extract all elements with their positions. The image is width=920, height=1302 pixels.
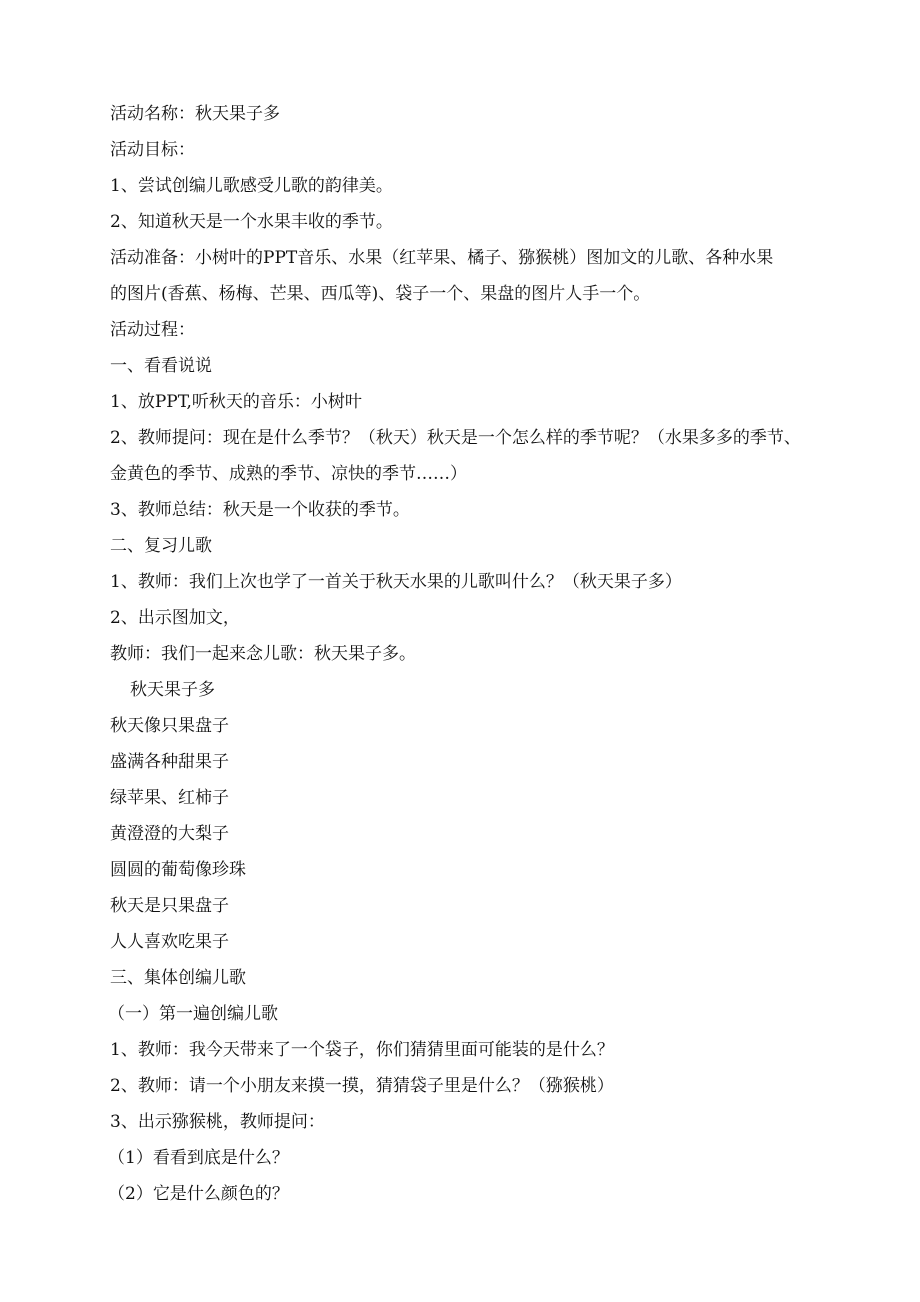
activity-process-heading: 活动过程： [110,320,195,340]
section-heading-1: 一、看看说说 [110,356,212,376]
step-item: 2、教师提问：现在是什么季节？（秋天）秋天是一个怎么样的季节呢？（水果多多的季节、 [110,428,801,448]
step-item: 教师：我们一起来念儿歌：秋天果子多。 [110,644,416,664]
step-item: 1、放PPT,听秋天的音乐：小树叶 [110,392,362,412]
poem-line: 秋天是只果盘子 [110,896,229,916]
step-item-continuation: 金黄色的季节、成熟的季节、凉快的季节……） [110,464,467,484]
activity-preparation-line-1: 活动准备：小树叶的PPT音乐、水果（红苹果、橘子、猕猴桃）图加文的儿歌、各种水果 [110,248,774,268]
poem-line: 盛满各种甜果子 [110,752,229,772]
section-heading-3: 三、集体创编儿歌 [110,968,246,988]
goal-item-1: 1、尝试创编儿歌感受儿歌的韵律美。 [110,176,393,196]
question-item: （2）它是什么颜色的？ [108,1184,289,1204]
step-item: 2、出示图加文， [110,608,240,628]
step-item: 3、教师总结：秋天是一个收获的季节。 [110,500,410,520]
activity-name-line: 活动名称：秋天果子多 [110,104,280,124]
subsection-heading: （一）第一遍创编儿歌 [108,1004,278,1024]
step-item: 1、教师：我今天带来了一个袋子，你们猜猜里面可能装的是什么？ [110,1040,614,1060]
poem-line: 人人喜欢吃果子 [110,932,229,952]
poem-line: 黄澄澄的大梨子 [110,824,229,844]
poem-line: 秋天像只果盘子 [110,716,229,736]
activity-preparation-line-2: 的图片(香蕉、杨梅、芒果、西瓜等)、袋子一个、果盘的图片人手一个。 [110,284,651,304]
goal-item-2: 2、知道秋天是一个水果丰收的季节。 [110,212,393,232]
step-item: 1、教师：我们上次也学了一首关于秋天水果的儿歌叫什么？（秋天果子多） [110,572,682,592]
question-item: （1）看看到底是什么？ [108,1148,289,1168]
document-body [110,96,850,1212]
step-item: 3、出示猕猴桃，教师提问： [110,1112,325,1132]
step-item: 2、教师：请一个小朋友来摸一摸，猜猜袋子里是什么？（猕猴桃） [110,1076,614,1096]
poem-title: 秋天果子多 [130,680,215,700]
poem-line: 绿苹果、红柿子 [110,788,229,808]
activity-goals-heading: 活动目标： [110,140,195,160]
poem-line: 圆圆的葡萄像珍珠 [110,860,246,880]
section-heading-2: 二、复习儿歌 [110,536,212,556]
